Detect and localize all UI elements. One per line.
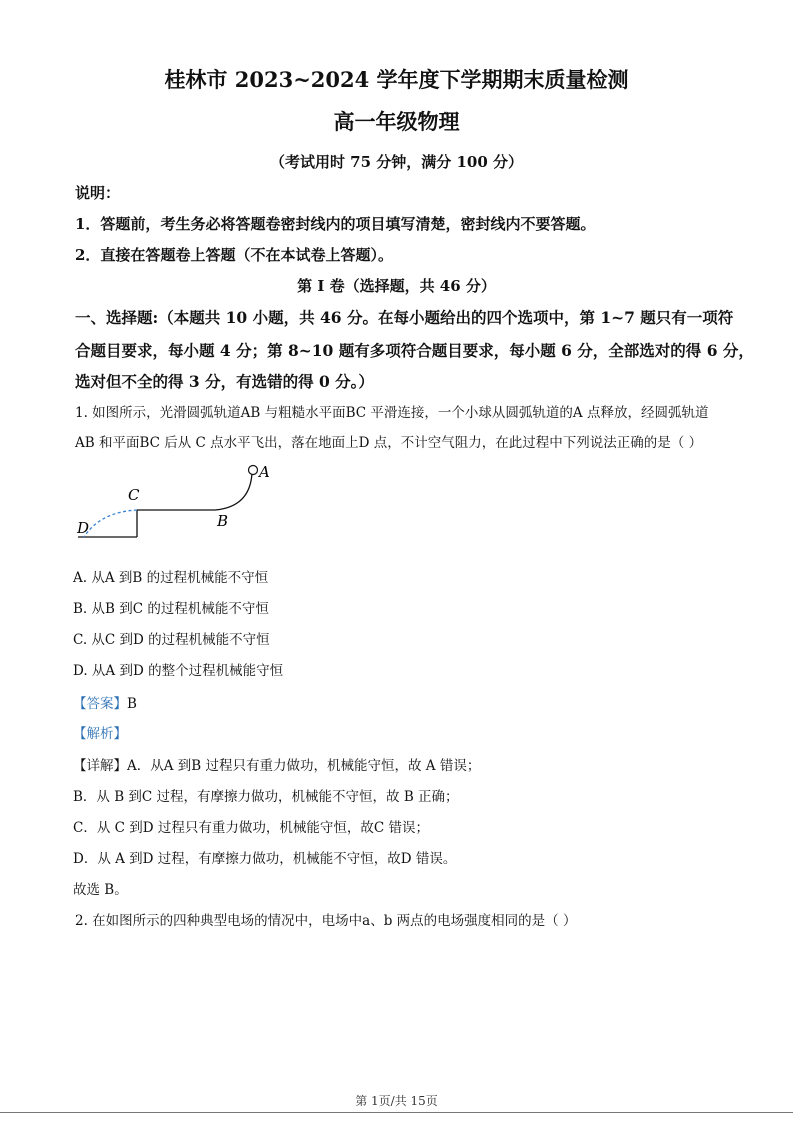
detail-line: 故选 B。 <box>73 882 128 898</box>
exam-title: 桂林市 2023~2024 学年度下学期期末质量检测 <box>164 67 629 92</box>
section-description-line: 一、选择题:（本题共 10 小题，共 46 分。在每小题给出的四个选项中，第 1~7 题只有一项符 <box>75 308 734 327</box>
projectile-path <box>84 510 137 537</box>
instruction-item: 1．答题前，考生务必将答题卷密封线内的项目填写清楚，密封线内不要答题。 <box>75 215 596 233</box>
ball <box>249 466 258 475</box>
q1-track-figure <box>70 455 280 545</box>
q1-option-d: D. 从A 到D 的整个过程机械能守恒 <box>73 663 284 679</box>
bottom-rule <box>0 1112 793 1113</box>
analysis-label: 【解析】 <box>73 726 127 742</box>
label-a: A <box>259 463 270 481</box>
q1-option-a: A. 从A 到B 的过程机械能不守恒 <box>73 570 269 586</box>
instructions-label: 说明： <box>75 184 121 202</box>
label-d: D <box>77 519 90 537</box>
q1-stem-line: 1. 如图所示，光滑圆弧轨道AB 与粗糙水平面BC 平滑连接，一个小球从圆弧轨道的A 点释放，经圆弧轨道 <box>75 405 709 421</box>
exam-info: （考试用时 75 分钟，满分 100 分） <box>269 153 524 171</box>
q1-stem-line: AB 和平面BC 后从 C 点水平飞出，落在地面上D 点，不计空气阻力，在此过程中下列说法正确的是（ ） <box>75 435 703 451</box>
answer-label: 【答案】 <box>73 696 127 712</box>
q1-answer <box>73 692 137 712</box>
detail-line: D．从 A 到D 过程，有摩擦力做功，机械能不守恒，故D 错误。 <box>73 851 457 867</box>
label-b: B <box>217 512 229 530</box>
detail-line: B．从 B 到C 过程，有摩擦力做功，机械能不守恒，故 B 正确； <box>73 789 459 805</box>
instruction-item: 2．直接在答题卷上答题（不在本试卷上答题）。 <box>75 246 393 264</box>
q1-option-b: B. 从B 到C 的过程机械能不守恒 <box>73 601 269 617</box>
section-heading: 第 I 卷（选择题，共 46 分） <box>297 277 496 295</box>
grade-subject-title: 高一年级物理 <box>333 109 460 134</box>
q1-option-c: C. 从C 到D 的过程机械能不守恒 <box>73 632 270 648</box>
detail-line: 【详解】A．从A 到B 过程只有重力做功，机械能守恒，故 A 错误； <box>73 758 481 774</box>
page-number: 第 1页/共 15页 <box>355 1094 438 1108</box>
q2-stem: 2. 在如图所示的四种典型电场的情况中，电场中a、b 两点的电场强度相同的是（ ） <box>75 913 577 929</box>
section-description-line: 选对但不全的得 3 分，有选错的得 0 分。） <box>75 372 374 391</box>
arc-track-ab <box>215 473 252 510</box>
label-c: C <box>128 486 140 504</box>
detail-line: C．从 C 到D 过程只有重力做功，机械能守恒，故C 错误； <box>73 820 429 836</box>
section-description-line: 合题目要求，每小题 4 分；第 8~10 题有多项符合题目要求，每小题 6 分，全部选对的得 6 分， <box>75 341 754 360</box>
answer-value: B <box>127 696 137 712</box>
